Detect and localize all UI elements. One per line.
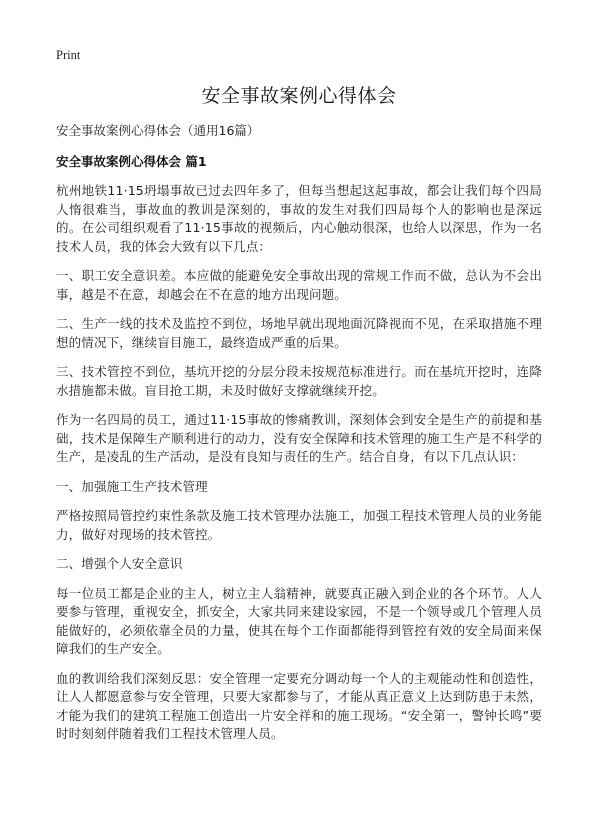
- paragraph-reflection: 作为一名四局的员工，通过11·15事故的惨痛教训，深刻体会到安全是生产的前提和基础，技术是保障生产顺利进行的动力，没有安全保障和技术管理的施工生产是不科学的生产，是凌乱的生产活动，是没有良知与责任的生产。结合自身，有以下几点认识：: [56, 412, 542, 464]
- paragraph-point-2: 二、生产一线的技术及监控不到位，场地早就出现地面沉降视而不见，在采取措施不理想的情况下，继续盲目施工，最终造成严重的后果。: [56, 316, 542, 350]
- paragraph-safety-awareness: 每一位员工都是企业的主人，树立主人翁精神，就要真正融入到企业的各个环节。人人要参与管理，重视安全，抓安全，大家共同来建设家园，不是一个领导或几个管理人员能做好的，必须依靠全员的力量，使其在每个工作面都能得到管控有效的安全局面来保障我们的生产安全。: [56, 585, 542, 656]
- subheading-safety-awareness: 二、增强个人安全意识: [56, 556, 183, 571]
- page-title: 安全事故案例心得体会: [201, 85, 397, 107]
- paragraph-point-1: 一、职工安全意识差。本应做的能避免安全事故出现的常规工作而不做，总认为不会出事，越是不在意，却越会在不在意的地方出现问题。: [56, 268, 542, 302]
- document-subtitle: 安全事故案例心得体会（通用16篇）: [56, 123, 260, 138]
- section-heading: 安全事故案例心得体会 篇1: [56, 154, 207, 169]
- paragraph-conclusion: 血的教训给我们深刻反思：安全管理一定要充分调动每一个人的主观能动性和创造性，让人人都愿意参与安全管理，只要大家都参与了，才能从真正意义上达到防患于未然，才能为我们的建筑工程施工创造出一片安全祥和的施工现场。“安全第一，警钟长鸣”要时时刻刻伴随着我们工程技术管理人员。: [56, 670, 542, 741]
- paragraph-technical-management: 严格按照局管控约束性条款及施工技术管理办法施工，加强工程技术管理人员的业务能力，做好对现场的技术管控。: [56, 508, 542, 542]
- paragraph-point-3: 三、技术管控不到位，基坑开挖的分层分段未按规范标准进行。而在基坑开挖时，连降水措施都未做。盲目抢工期，未及时做好支撑就继续开挖。: [56, 364, 542, 398]
- print-link[interactable]: Print: [56, 48, 81, 62]
- subheading-technical-management: 一、加强施工生产技术管理: [56, 478, 208, 494]
- paragraph-intro: 杭州地铁11·15坍塌事故已过去四年多了，但每当想起这起事故，都会让我们每个四局人惰很难当，事故血的教训是深刻的，事故的发生对我们四局每个人的影响也是深远的。在公司组织观看了11·15事故的视频后，内心触动很深，也给人以深思，作为一名技术人员，我的体会大致有以下几点：: [56, 183, 542, 254]
